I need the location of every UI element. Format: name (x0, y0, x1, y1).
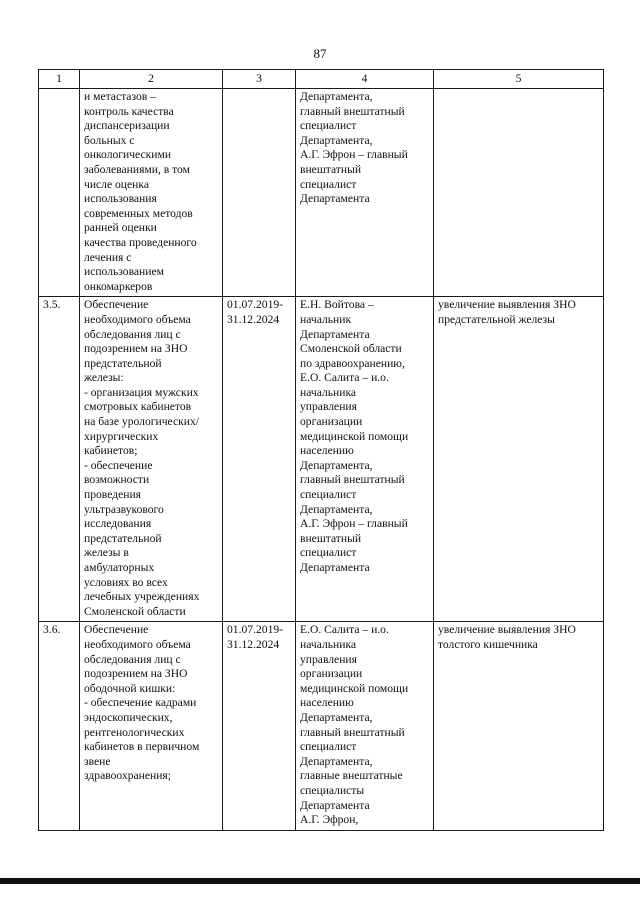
header-col-5: 5 (434, 70, 604, 89)
table-row (39, 89, 604, 297)
cell-activity: Обеспечение необходимого объема обследования лиц с подозрением на ЗНО ободочной кишки: - обеспечение кадрами эндоскопических, рентгенологических кабинетов в первичном звене здравоохранения; (80, 622, 223, 830)
plan-table (38, 69, 604, 831)
cell-result (434, 89, 604, 297)
bottom-rule (0, 878, 640, 884)
cell-num: 3.6. (39, 622, 80, 830)
table-header-row (39, 70, 604, 89)
header-col-3: 3 (223, 70, 296, 89)
page-number: 87 (313, 46, 327, 61)
cell-period (223, 89, 296, 297)
cell-responsible: Е.О. Салита – и.о. начальника управления организации медицинской помощи населению Департамента, главный внештатный специалист Департамента, главные внештатные специалисты Департамента А.Г. Эфрон, (296, 622, 434, 830)
cell-period: 01.07.2019- 31.12.2024 (223, 622, 296, 830)
cell-num (39, 89, 80, 297)
header-col-4: 4 (296, 70, 434, 89)
cell-responsible: Е.Н. Войтова – начальник Департамента Смоленской области по здравоохранению, Е.О. Салита – и.о. начальника управления организации медицинской помощи населению Департамента, главный внештатный специалист Департамента, А.Г. Эфрон – главный внештатный специалист Департамента (296, 297, 434, 622)
cell-responsible: Департамента, главный внештатный специалист Департамента, А.Г. Эфрон – главный внештатный специалист Департамента (296, 89, 434, 297)
cell-num: 3.5. (39, 297, 80, 622)
table-row (39, 297, 604, 622)
cell-activity: и метастазов – контроль качества диспансеризации больных с онкологическими заболеваниями, в том числе оценка использования современных методов ранней оценки качества проведенного лечения с использованием онкомаркеров (80, 89, 223, 297)
table-row (39, 622, 604, 830)
header-col-1: 1 (39, 70, 80, 89)
cell-activity: Обеспечение необходимого объема обследования лиц с подозрением на ЗНО предстательной железы: - организация мужских смотровых кабинетов на базе урологических/ хирургических кабинетов; - обеспечение возможности проведения ультразвукового исследования предстательной железы в амбулаторных условиях во всех лечебных учреждениях Смоленской области (80, 297, 223, 622)
cell-result: увеличение выявления ЗНО предстательной железы (434, 297, 604, 622)
cell-period: 01.07.2019- 31.12.2024 (223, 297, 296, 622)
header-col-2: 2 (80, 70, 223, 89)
cell-result: увеличение выявления ЗНО толстого кишечника (434, 622, 604, 830)
